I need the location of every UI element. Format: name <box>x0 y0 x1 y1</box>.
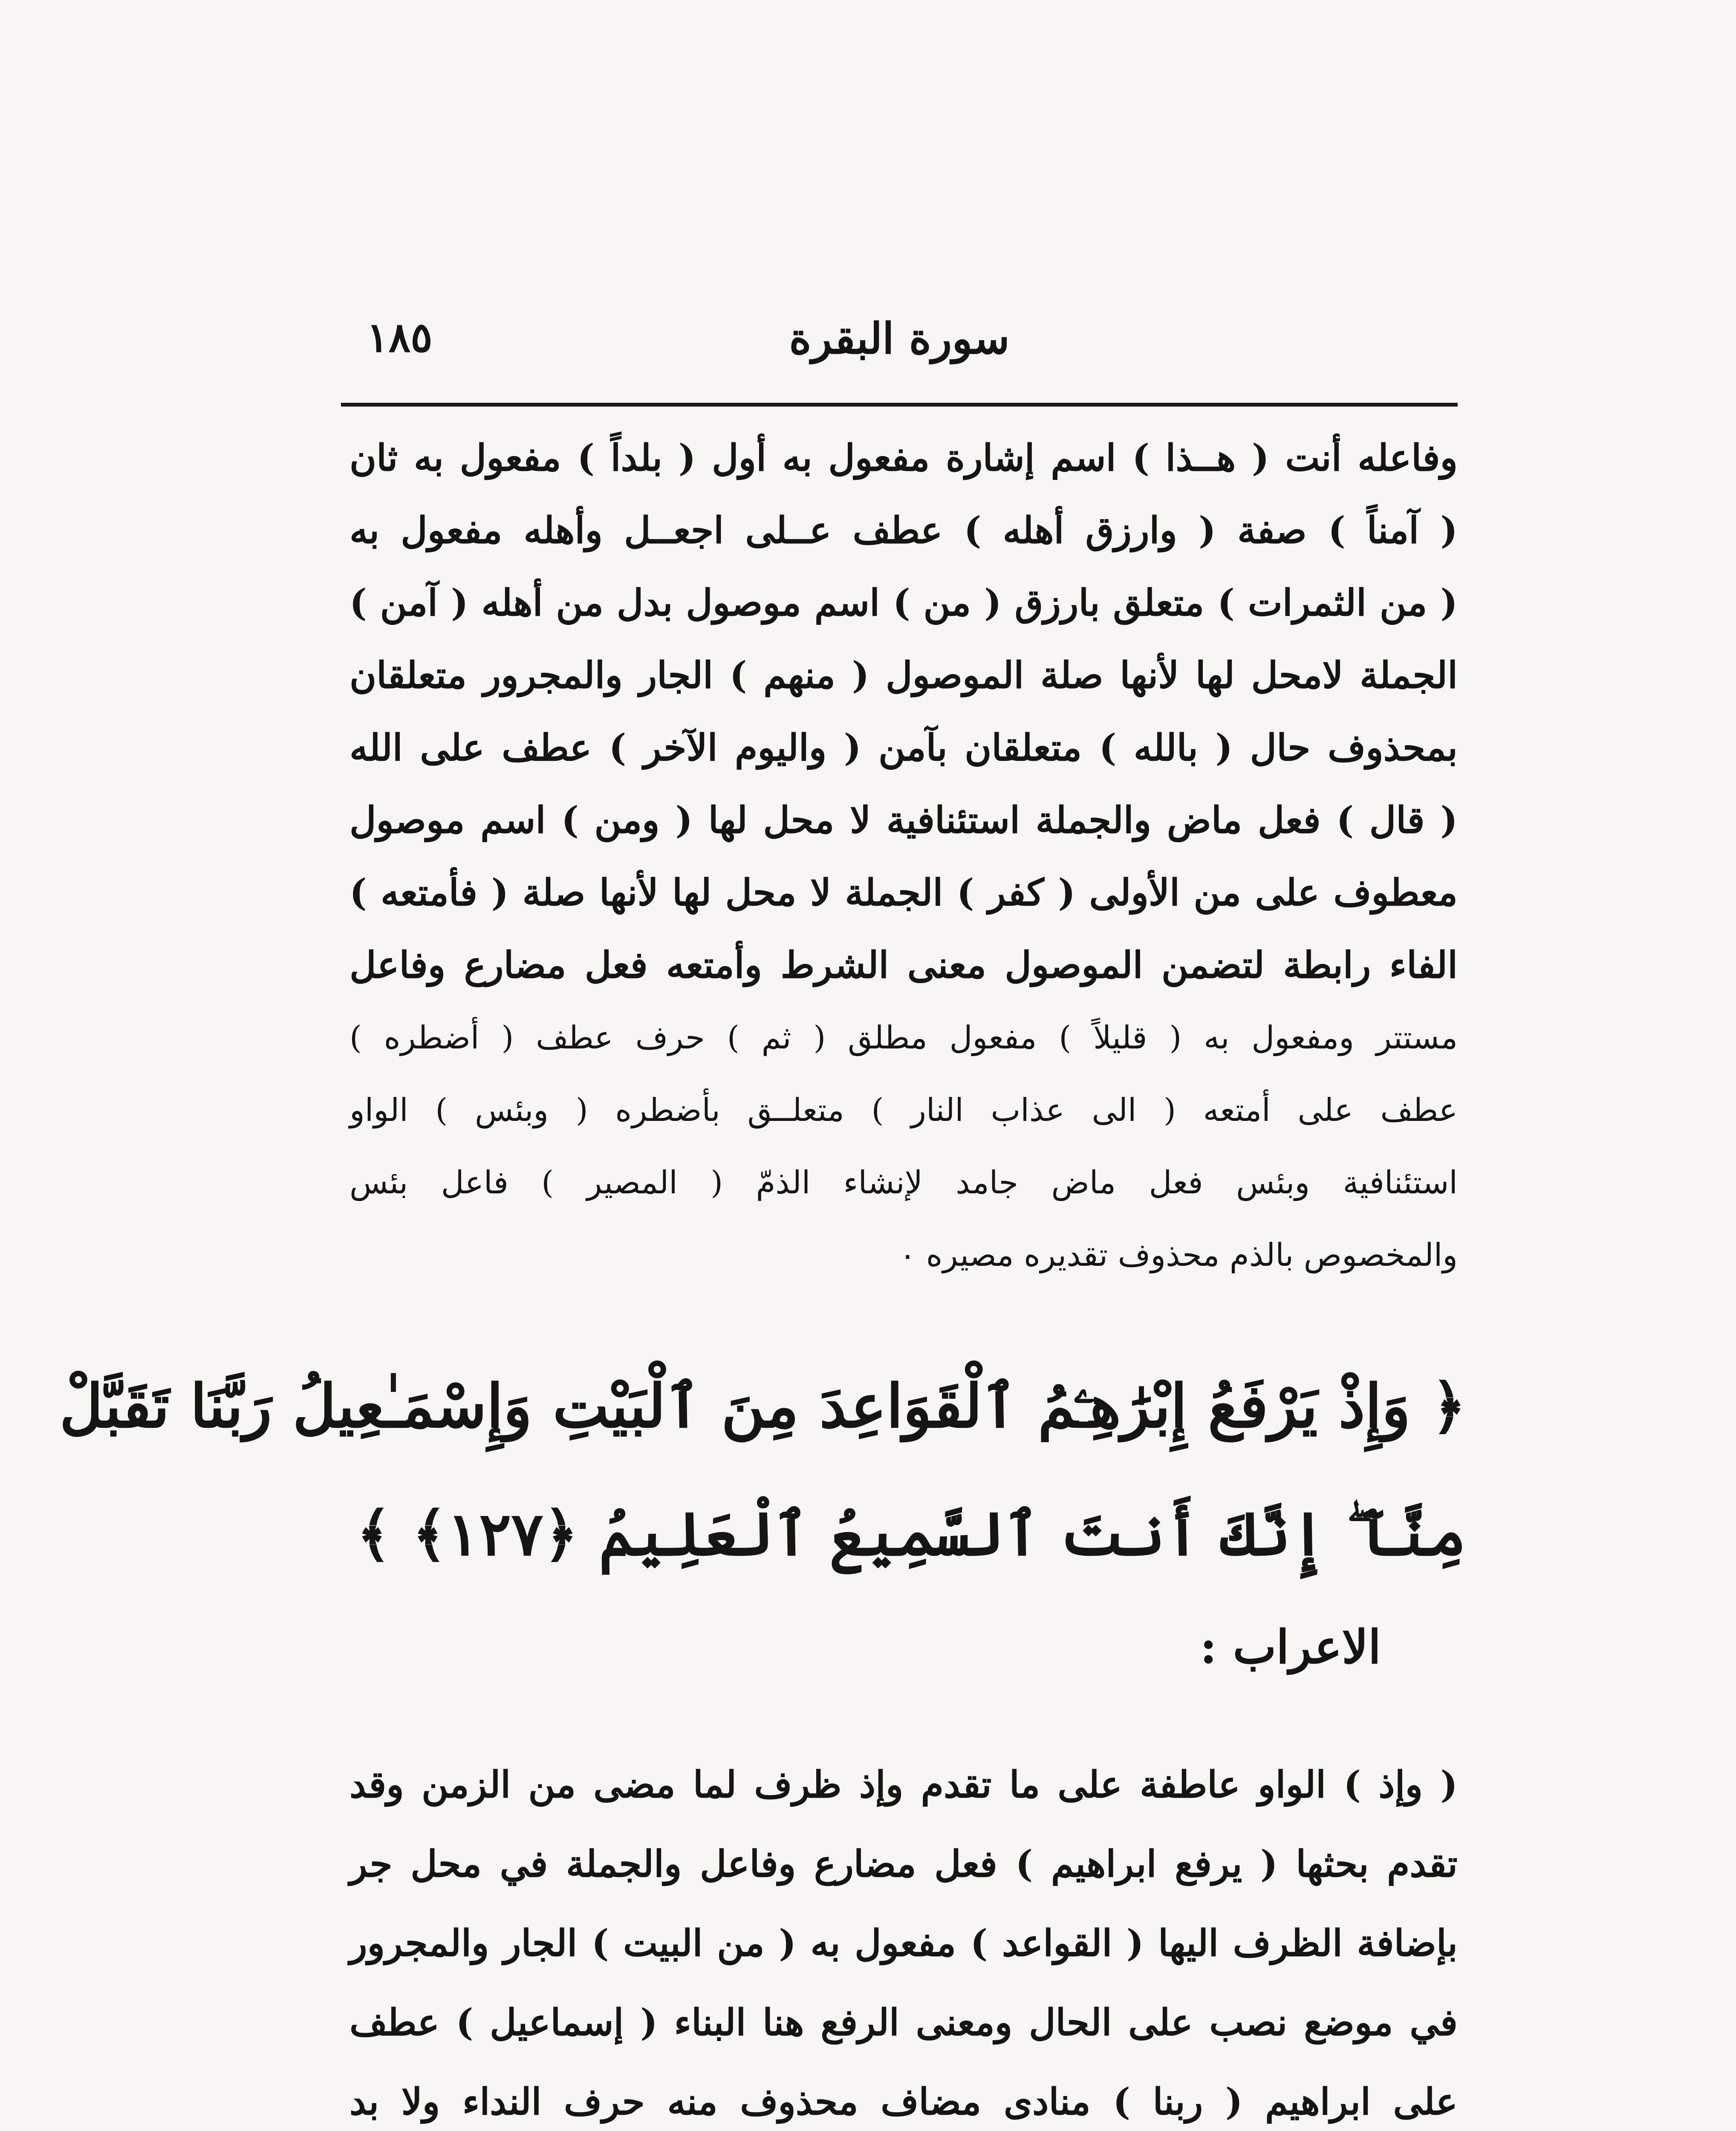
commentary-line: مستتر ومفعول به ( قليلاً ) مفعول مطلق ( ثم ) حرف عطف ( أضطره ) <box>350 1019 1458 1056</box>
irab-heading: الاعراب : <box>1200 1620 1381 1674</box>
commentary-line: ( قال ) فعل ماض والجملة استئنافية لا محل لها ( ومن ) اسم موصول <box>350 799 1458 842</box>
irab-line: على ابراهيم ( ربنا ) منادى مضاف محذوف منه حرف النداء ولا بد <box>350 2080 1458 2123</box>
commentary-line: معطوف على من الأولى ( كفر ) الجملة لا محل لها لأنها صلة ( فأمتعه ) <box>350 871 1458 914</box>
commentary-line: والمخصوص بالذم محذوف تقديره مصيره ٠ <box>899 1237 1458 1273</box>
irab-line: تقدم بحثها ( يرفع ابراهيم ) فعل مضارع وفاعل والجملة في محل جر <box>350 1842 1458 1886</box>
commentary-line: ( آمناً ) صفة ( وارزق أهله ) عطف عــلى اجعــل وأهله مفعول به <box>350 509 1458 552</box>
commentary-line: عطف على أمتعه ( الى عذاب النار ) متعلــق بأضطره ( وبئس ) الواو <box>350 1092 1458 1129</box>
verse-line: ﴿ وَإِذْ يَرْفَعُ إِبْرَٰهِـۧمُ ٱلْقَوَاعِدَ مِنَ ٱلْبَيْتِ وَإِسْمَـٰعِيلُ رَبَّنَا تَقَبَّلْ <box>59 1372 1466 1441</box>
irab-line: بإضافة الظرف اليها ( القواعد ) مفعول به ( من البيت ) الجار والمجرور <box>350 1922 1458 1965</box>
verse-line: مِنَّآ ۖ إِنَّكَ أَنتَ ٱلسَّمِيعُ ٱلْعَلِيمُ ﴿١٢٧﴾ ﴾ <box>356 1499 1466 1569</box>
commentary-line: استئنافية وبئس فعل ماض جامد لإنشاء الذمّ ( المصير ) فاعل بئس <box>350 1164 1458 1201</box>
commentary-line: بمحذوف حال ( بالله ) متعلقان بآمن ( واليوم الآخر ) عطف على الله <box>350 726 1458 769</box>
page-header <box>341 313 1458 381</box>
surah-title: سورة البقرة <box>789 313 1010 364</box>
irab-line: في موضع نصب على الحال ومعنى الرفع هنا البناء ( إسماعيل ) عطف <box>350 2001 1458 2044</box>
page-number: ١٨٥ <box>367 313 433 361</box>
commentary-bold-block <box>350 422 1458 1002</box>
commentary-line: الفاء رابطة لتضمن الموصول معنى الشرط وأمتعه فعل مضارع وفاعل <box>350 944 1458 987</box>
quran-verse <box>59 1343 1466 1598</box>
commentary-line: ( من الثمرات ) متعلق بارزق ( من ) اسم موصول بدل من أهله ( آمن ) <box>350 581 1458 624</box>
commentary-line: وفاعله أنت ( هــذا ) اسم إشارة مفعول به أول ( بلداً ) مفعول به ثان <box>350 436 1458 479</box>
irab-block <box>350 1745 1458 2131</box>
irab-line: ( وإذ ) الواو عاطفة على ما تقدم وإذ ظرف لما مضى من الزمن وقد <box>350 1763 1458 1806</box>
header-divider <box>341 403 1458 407</box>
commentary-line: الجملة لامحل لها لأنها صلة الموصول ( منهم ) الجار والمجرور متعلقان <box>350 654 1458 697</box>
commentary-light-block <box>350 1002 1458 1291</box>
